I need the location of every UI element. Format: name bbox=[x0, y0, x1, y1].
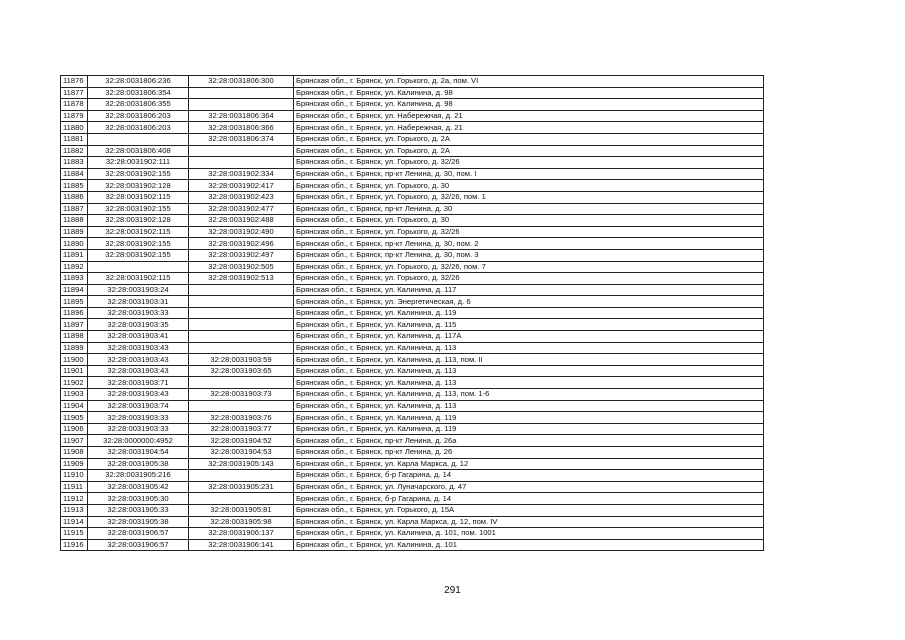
address-cell: Брянская обл., г. Брянск, ул. Калинина, д. 113 bbox=[294, 377, 764, 389]
address-cell: Брянская обл., г. Брянск, ул. Калинина, д. 98 bbox=[294, 99, 764, 111]
table-row bbox=[61, 122, 764, 134]
table-row bbox=[61, 307, 764, 319]
row-number-cell: 11902 bbox=[61, 377, 88, 389]
row-number-cell: 11911 bbox=[61, 481, 88, 493]
cadastral-number-cell: 32:28:0031903:43 bbox=[88, 389, 189, 401]
related-cadastral-number-cell: 32:28:0031806:366 bbox=[189, 122, 294, 134]
address-cell: Брянская обл., г. Брянск, б-р Гагарина, д. 14 bbox=[294, 493, 764, 505]
cadastral-number-cell: 32:28:0031902:115 bbox=[88, 273, 189, 285]
address-cell: Брянская обл., г. Брянск, ул. Набережная, д. 21 bbox=[294, 110, 764, 122]
cadastral-number-cell: 32:28:0031902:155 bbox=[88, 203, 189, 215]
row-number-cell: 11900 bbox=[61, 354, 88, 366]
row-number-cell: 11914 bbox=[61, 516, 88, 528]
cadastral-number-cell: 32:28:0031806:408 bbox=[88, 145, 189, 157]
address-cell: Брянская обл., г. Брянск, ул. Калинина, д. 119 bbox=[294, 412, 764, 424]
cadastral-number-cell: 32:28:0031905:38 bbox=[88, 458, 189, 470]
address-cell: Брянская обл., г. Брянск, ул. Карла Маркса, д. 12, пом. IV bbox=[294, 516, 764, 528]
row-number-cell: 11883 bbox=[61, 157, 88, 169]
row-number-cell: 11893 bbox=[61, 273, 88, 285]
table-row bbox=[61, 238, 764, 250]
cadastral-number-cell: 32:28:0031806:203 bbox=[88, 110, 189, 122]
table-row bbox=[61, 528, 764, 540]
address-cell: Брянская обл., г. Брянск, ул. Энергетическая, д. 6 bbox=[294, 296, 764, 308]
cadastral-number-cell: 32:28:0031906:57 bbox=[88, 539, 189, 551]
row-number-cell: 11908 bbox=[61, 447, 88, 459]
address-cell: Брянская обл., г. Брянск, б-р Гагарина, д. 14 bbox=[294, 470, 764, 482]
address-cell: Брянская обл., г. Брянск, ул. Горького, д. 15А bbox=[294, 504, 764, 516]
address-cell: Брянская обл., г. Брянск, ул. Калинина, д. 101, пом. 1001 bbox=[294, 528, 764, 540]
cadastral-number-cell: 32:28:0031903:31 bbox=[88, 296, 189, 308]
row-number-cell: 11888 bbox=[61, 215, 88, 227]
address-cell: Брянская обл., г. Брянск, пр-кт Ленина, д. 26 bbox=[294, 447, 764, 459]
address-cell: Брянская обл., г. Брянск, ул. Горького, д. 2а, пом. VI bbox=[294, 76, 764, 88]
table-row bbox=[61, 423, 764, 435]
cadastral-number-cell: 32:28:0031903:33 bbox=[88, 307, 189, 319]
address-cell: Брянская обл., г. Брянск, ул. Горького, д. 2А bbox=[294, 145, 764, 157]
related-cadastral-number-cell bbox=[189, 493, 294, 505]
row-number-cell: 11890 bbox=[61, 238, 88, 250]
row-number-cell: 11891 bbox=[61, 249, 88, 261]
related-cadastral-number-cell bbox=[189, 157, 294, 169]
row-number-cell: 11905 bbox=[61, 412, 88, 424]
address-cell: Брянская обл., г. Брянск, ул. Горького, д. 30 bbox=[294, 215, 764, 227]
cadastral-number-cell: 32:28:0031905:38 bbox=[88, 516, 189, 528]
related-cadastral-number-cell bbox=[189, 145, 294, 157]
row-number-cell: 11878 bbox=[61, 99, 88, 111]
table-row bbox=[61, 168, 764, 180]
related-cadastral-number-cell bbox=[189, 99, 294, 111]
address-cell: Брянская обл., г. Брянск, ул. Горького, д. 32/26 bbox=[294, 273, 764, 285]
cadastral-number-cell: 32:28:0031903:71 bbox=[88, 377, 189, 389]
row-number-cell: 11881 bbox=[61, 133, 88, 145]
row-number-cell: 11877 bbox=[61, 87, 88, 99]
cadastral-number-cell: 32:28:0031906:57 bbox=[88, 528, 189, 540]
address-cell: Брянская обл., г. Брянск, ул. Горького, д. 32/26 bbox=[294, 226, 764, 238]
cadastral-number-cell: 32:28:0031903:35 bbox=[88, 319, 189, 331]
row-number-cell: 11901 bbox=[61, 365, 88, 377]
row-number-cell: 11909 bbox=[61, 458, 88, 470]
address-cell: Брянская обл., г. Брянск, пр-кт Ленина, д. 30 bbox=[294, 203, 764, 215]
address-cell: Брянская обл., г. Брянск, ул. Калинина, д. 117А bbox=[294, 331, 764, 343]
table-row bbox=[61, 249, 764, 261]
related-cadastral-number-cell bbox=[189, 307, 294, 319]
row-number-cell: 11887 bbox=[61, 203, 88, 215]
table-row bbox=[61, 389, 764, 401]
row-number-cell: 11884 bbox=[61, 168, 88, 180]
related-cadastral-number-cell bbox=[189, 296, 294, 308]
table-row bbox=[61, 215, 764, 227]
row-number-cell: 11907 bbox=[61, 435, 88, 447]
cadastral-number-cell: 32:28:0031902:128 bbox=[88, 215, 189, 227]
related-cadastral-number-cell bbox=[189, 470, 294, 482]
cadastral-number-cell: 32:28:0031903:74 bbox=[88, 400, 189, 412]
table-row bbox=[61, 133, 764, 145]
table-row bbox=[61, 76, 764, 88]
related-cadastral-number-cell: 32:28:0031904:52 bbox=[189, 435, 294, 447]
table-row bbox=[61, 331, 764, 343]
row-number-cell: 11886 bbox=[61, 191, 88, 203]
row-number-cell: 11916 bbox=[61, 539, 88, 551]
cadastral-number-cell: 32:28:0000000:4952 bbox=[88, 435, 189, 447]
row-number-cell: 11903 bbox=[61, 389, 88, 401]
address-cell: Брянская обл., г. Брянск, ул. Калинина, д. 119 bbox=[294, 307, 764, 319]
row-number-cell: 11896 bbox=[61, 307, 88, 319]
row-number-cell: 11913 bbox=[61, 504, 88, 516]
table-row bbox=[61, 470, 764, 482]
table-row bbox=[61, 273, 764, 285]
row-number-cell: 11894 bbox=[61, 284, 88, 296]
cadastral-number-cell bbox=[88, 261, 189, 273]
related-cadastral-number-cell: 32:28:0031905:231 bbox=[189, 481, 294, 493]
row-number-cell: 11879 bbox=[61, 110, 88, 122]
address-cell: Брянская обл., г. Брянск, ул. Калинина, д. 113, пом. II bbox=[294, 354, 764, 366]
address-cell: Брянская обл., г. Брянск, ул. Калинина, д. 101 bbox=[294, 539, 764, 551]
related-cadastral-number-cell: 32:28:0031903:77 bbox=[189, 423, 294, 435]
row-number-cell: 11889 bbox=[61, 226, 88, 238]
related-cadastral-number-cell: 32:28:0031902:417 bbox=[189, 180, 294, 192]
table-row bbox=[61, 435, 764, 447]
related-cadastral-number-cell: 32:28:0031906:141 bbox=[189, 539, 294, 551]
cadastral-number-cell: 32:28:0031903:33 bbox=[88, 412, 189, 424]
cadastral-number-cell: 32:28:0031806:203 bbox=[88, 122, 189, 134]
cadastral-number-cell: 32:28:0031905:30 bbox=[88, 493, 189, 505]
address-cell: Брянская обл., г. Брянск, ул. Горького, д. 32/26, пом. 7 bbox=[294, 261, 764, 273]
cadastral-number-cell: 32:28:0031806:354 bbox=[88, 87, 189, 99]
cadastral-number-cell: 32:28:0031806:236 bbox=[88, 76, 189, 88]
address-cell: Брянская обл., г. Брянск, ул. Луначарского, д. 47 bbox=[294, 481, 764, 493]
table-row bbox=[61, 284, 764, 296]
cadastral-number-cell: 32:28:0031904:54 bbox=[88, 447, 189, 459]
address-cell: Брянская обл., г. Брянск, пр-кт Ленина, д. 26а bbox=[294, 435, 764, 447]
related-cadastral-number-cell: 32:28:0031902:497 bbox=[189, 249, 294, 261]
related-cadastral-number-cell bbox=[189, 284, 294, 296]
table-row bbox=[61, 342, 764, 354]
table-row bbox=[61, 226, 764, 238]
cadastral-number-cell: 32:28:0031903:24 bbox=[88, 284, 189, 296]
related-cadastral-number-cell: 32:28:0031903:73 bbox=[189, 389, 294, 401]
table-row bbox=[61, 191, 764, 203]
related-cadastral-number-cell: 32:28:0031903:59 bbox=[189, 354, 294, 366]
table-row bbox=[61, 377, 764, 389]
table-row bbox=[61, 110, 764, 122]
cadastral-number-cell: 32:28:0031903:43 bbox=[88, 342, 189, 354]
related-cadastral-number-cell: 32:28:0031906:137 bbox=[189, 528, 294, 540]
related-cadastral-number-cell: 32:28:0031806:374 bbox=[189, 133, 294, 145]
related-cadastral-number-cell bbox=[189, 319, 294, 331]
related-cadastral-number-cell bbox=[189, 331, 294, 343]
cadastral-number-cell: 32:28:0031905:216 bbox=[88, 470, 189, 482]
address-cell: Брянская обл., г. Брянск, пр-кт Ленина, д. 30, пом. 3 bbox=[294, 249, 764, 261]
table-row bbox=[61, 504, 764, 516]
related-cadastral-number-cell: 32:28:0031903:65 bbox=[189, 365, 294, 377]
related-cadastral-number-cell: 32:28:0031902:488 bbox=[189, 215, 294, 227]
address-cell: Брянская обл., г. Брянск, ул. Калинина, д. 113 bbox=[294, 342, 764, 354]
table-row bbox=[61, 180, 764, 192]
cadastral-number-cell: 32:28:0031902:111 bbox=[88, 157, 189, 169]
cadastral-number-cell: 32:28:0031902:128 bbox=[88, 180, 189, 192]
related-cadastral-number-cell: 32:28:0031902:423 bbox=[189, 191, 294, 203]
cadastral-table bbox=[60, 75, 764, 551]
row-number-cell: 11912 bbox=[61, 493, 88, 505]
cadastral-number-cell: 32:28:0031902:115 bbox=[88, 191, 189, 203]
address-cell: Брянская обл., г. Брянск, ул. Калинина, д. 117 bbox=[294, 284, 764, 296]
table-row bbox=[61, 365, 764, 377]
table-row bbox=[61, 354, 764, 366]
related-cadastral-number-cell: 32:28:0031903:76 bbox=[189, 412, 294, 424]
related-cadastral-number-cell: 32:28:0031905:143 bbox=[189, 458, 294, 470]
page-number: 291 bbox=[444, 585, 461, 596]
address-cell: Брянская обл., г. Брянск, пр-кт Ленина, д. 30, пом. I bbox=[294, 168, 764, 180]
cadastral-number-cell: 32:28:0031806:355 bbox=[88, 99, 189, 111]
table-row bbox=[61, 493, 764, 505]
table-row bbox=[61, 400, 764, 412]
related-cadastral-number-cell: 32:28:0031806:364 bbox=[189, 110, 294, 122]
table-body bbox=[61, 76, 764, 551]
related-cadastral-number-cell: 32:28:0031904:53 bbox=[189, 447, 294, 459]
row-number-cell: 11904 bbox=[61, 400, 88, 412]
table-row bbox=[61, 539, 764, 551]
row-number-cell: 11876 bbox=[61, 76, 88, 88]
related-cadastral-number-cell: 32:28:0031905:81 bbox=[189, 504, 294, 516]
address-cell: Брянская обл., г. Брянск, ул. Калинина, д. 115 bbox=[294, 319, 764, 331]
cadastral-number-cell: 32:28:0031902:155 bbox=[88, 238, 189, 250]
cadastral-number-cell: 32:28:0031903:43 bbox=[88, 365, 189, 377]
address-cell: Брянская обл., г. Брянск, ул. Карла Маркса, д. 12 bbox=[294, 458, 764, 470]
related-cadastral-number-cell: 32:28:0031902:505 bbox=[189, 261, 294, 273]
row-number-cell: 11882 bbox=[61, 145, 88, 157]
address-cell: Брянская обл., г. Брянск, ул. Калинина, д. 119 bbox=[294, 423, 764, 435]
row-number-cell: 11897 bbox=[61, 319, 88, 331]
cadastral-number-cell: 32:28:0031902:155 bbox=[88, 249, 189, 261]
table-row bbox=[61, 145, 764, 157]
address-cell: Брянская обл., г. Брянск, ул. Горького, д. 32/26 bbox=[294, 157, 764, 169]
row-number-cell: 11899 bbox=[61, 342, 88, 354]
table-row bbox=[61, 516, 764, 528]
table-row bbox=[61, 87, 764, 99]
address-cell: Брянская обл., г. Брянск, ул. Горького, д. 2А bbox=[294, 133, 764, 145]
table-row bbox=[61, 296, 764, 308]
related-cadastral-number-cell: 32:28:0031902:513 bbox=[189, 273, 294, 285]
related-cadastral-number-cell: 32:28:0031902:490 bbox=[189, 226, 294, 238]
table-row bbox=[61, 203, 764, 215]
cadastral-number-cell: 32:28:0031902:115 bbox=[88, 226, 189, 238]
table-row bbox=[61, 458, 764, 470]
related-cadastral-number-cell bbox=[189, 342, 294, 354]
cadastral-number-cell: 32:28:0031903:43 bbox=[88, 354, 189, 366]
table-row bbox=[61, 157, 764, 169]
cadastral-number-cell: 32:28:0031902:155 bbox=[88, 168, 189, 180]
table-row bbox=[61, 447, 764, 459]
address-cell: Брянская обл., г. Брянск, ул. Горького, д. 30 bbox=[294, 180, 764, 192]
address-cell: Брянская обл., г. Брянск, ул. Калинина, д. 113 bbox=[294, 365, 764, 377]
related-cadastral-number-cell bbox=[189, 87, 294, 99]
row-number-cell: 11885 bbox=[61, 180, 88, 192]
related-cadastral-number-cell bbox=[189, 377, 294, 389]
related-cadastral-number-cell: 32:28:0031902:477 bbox=[189, 203, 294, 215]
row-number-cell: 11898 bbox=[61, 331, 88, 343]
row-number-cell: 11892 bbox=[61, 261, 88, 273]
address-cell: Брянская обл., г. Брянск, ул. Калинина, д. 113 bbox=[294, 400, 764, 412]
row-number-cell: 11915 bbox=[61, 528, 88, 540]
table-row bbox=[61, 481, 764, 493]
related-cadastral-number-cell bbox=[189, 400, 294, 412]
row-number-cell: 11906 bbox=[61, 423, 88, 435]
related-cadastral-number-cell: 32:28:0031806:300 bbox=[189, 76, 294, 88]
address-cell: Брянская обл., г. Брянск, ул. Горького, д. 32/26, пом. 1 bbox=[294, 191, 764, 203]
address-cell: Брянская обл., г. Брянск, пр-кт Ленина, д. 30, пом. 2 bbox=[294, 238, 764, 250]
address-cell: Брянская обл., г. Брянск, ул. Калинина, д. 98 bbox=[294, 87, 764, 99]
row-number-cell: 11895 bbox=[61, 296, 88, 308]
cadastral-number-cell bbox=[88, 133, 189, 145]
row-number-cell: 11880 bbox=[61, 122, 88, 134]
cadastral-number-cell: 32:28:0031905:33 bbox=[88, 504, 189, 516]
related-cadastral-number-cell: 32:28:0031902:334 bbox=[189, 168, 294, 180]
row-number-cell: 11910 bbox=[61, 470, 88, 482]
address-cell: Брянская обл., г. Брянск, ул. Набережная, д. 21 bbox=[294, 122, 764, 134]
table-row bbox=[61, 412, 764, 424]
cadastral-number-cell: 32:28:0031903:41 bbox=[88, 331, 189, 343]
address-cell: Брянская обл., г. Брянск, ул. Калинина, д. 113, пом. 1-6 bbox=[294, 389, 764, 401]
cadastral-number-cell: 32:28:0031903:33 bbox=[88, 423, 189, 435]
table-row bbox=[61, 261, 764, 273]
related-cadastral-number-cell: 32:28:0031905:98 bbox=[189, 516, 294, 528]
related-cadastral-number-cell: 32:28:0031902:496 bbox=[189, 238, 294, 250]
table-row bbox=[61, 99, 764, 111]
table-row bbox=[61, 319, 764, 331]
cadastral-number-cell: 32:28:0031905:42 bbox=[88, 481, 189, 493]
